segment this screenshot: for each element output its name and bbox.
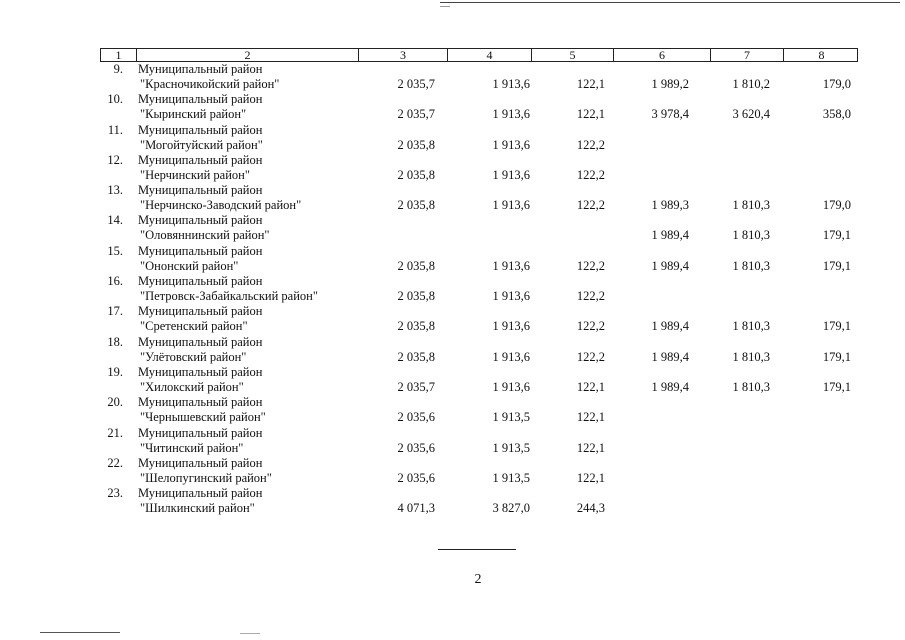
value-col-5: 244,3 — [576, 501, 605, 516]
value-col-3: 2 035,8 — [397, 167, 435, 182]
municipality-type: Муниципальный район — [138, 274, 263, 289]
value-col-3: 2 035,8 — [397, 289, 435, 304]
value-col-8: 179,0 — [822, 198, 851, 213]
municipality-title: "Шелопугинский район" — [140, 470, 272, 485]
municipality-name — [138, 395, 266, 425]
municipality-title: "Хилокский район" — [140, 379, 244, 394]
header-col-1: 1 — [115, 48, 122, 62]
row-number: 15. — [107, 243, 123, 258]
value-col-7: 1 810,3 — [732, 379, 770, 394]
value-col-3: 2 035,8 — [397, 198, 435, 213]
municipality-name — [138, 123, 263, 153]
value-col-5: 122,2 — [576, 349, 605, 364]
municipality-title: "Сретенский район" — [140, 319, 248, 334]
value-col-4: 3 827,0 — [492, 501, 530, 516]
header-col-4: 4 — [447, 49, 531, 61]
municipality-title: "Нерчинский район" — [140, 167, 250, 182]
value-col-8: 179,1 — [822, 228, 851, 243]
municipality-type: Муниципальный район — [138, 425, 263, 440]
table-row — [100, 304, 858, 334]
value-col-5: 122,1 — [576, 107, 605, 122]
row-number: 13. — [107, 183, 123, 198]
municipality-name — [138, 335, 262, 365]
value-col-4: 1 913,6 — [492, 77, 530, 91]
header-col-5: 5 — [531, 49, 613, 61]
row-number: 17. — [107, 304, 123, 319]
table-row — [100, 213, 858, 243]
value-col-4: 1 913,5 — [492, 410, 530, 425]
municipality-name — [138, 365, 262, 395]
value-col-5: 122,2 — [576, 289, 605, 304]
municipality-title: "Шилкинский район" — [140, 501, 255, 516]
header-col-3: 3 — [358, 49, 447, 61]
value-col-4: 1 913,6 — [492, 107, 530, 122]
value-col-7: 1 810,3 — [732, 319, 770, 334]
municipality-name — [138, 304, 262, 334]
municipality-title: "Читинский район" — [140, 440, 244, 455]
value-col-8: 179,1 — [822, 379, 851, 394]
municipality-name — [138, 274, 318, 304]
value-col-4: 1 913,5 — [492, 440, 530, 455]
table-row — [100, 365, 858, 395]
table-row — [100, 395, 858, 425]
row-number: 9. — [113, 62, 123, 76]
value-col-7: 1 810,3 — [732, 349, 770, 364]
value-col-6: 1 989,3 — [651, 198, 689, 213]
municipality-title: "Петровск-Забайкальский район" — [140, 289, 318, 304]
value-col-6: 1 989,2 — [651, 77, 689, 91]
value-col-4: 1 913,6 — [492, 137, 530, 152]
municipality-name — [138, 426, 262, 456]
value-col-6: 1 989,4 — [651, 349, 689, 364]
scan-artifact-line — [40, 632, 120, 633]
table-row — [100, 426, 858, 456]
table-row — [100, 456, 858, 486]
value-col-7: 1 810,3 — [732, 198, 770, 213]
value-col-7: 1 810,3 — [732, 258, 770, 273]
municipality-name — [138, 244, 262, 274]
value-col-5: 122,2 — [576, 198, 605, 213]
municipality-title: "Улётовский район" — [140, 349, 247, 364]
row-number: 19. — [107, 364, 123, 379]
row-number: 21. — [107, 425, 123, 440]
municipality-type: Муниципальный район — [138, 62, 263, 76]
municipality-name — [138, 153, 262, 183]
footer-divider — [438, 549, 516, 550]
value-col-4: 1 913,6 — [492, 289, 530, 304]
municipality-name — [138, 183, 301, 213]
value-col-5: 122,1 — [576, 470, 605, 485]
data-table — [100, 48, 858, 516]
municipality-title: "Нерчинско-Заводский район" — [140, 198, 302, 213]
value-col-3: 2 035,7 — [397, 379, 435, 394]
value-col-3: 2 035,8 — [397, 137, 435, 152]
value-col-8: 179,1 — [822, 349, 851, 364]
table-row — [100, 62, 858, 92]
table-row — [100, 274, 858, 304]
value-col-8: 179,1 — [822, 258, 851, 273]
header-col-2: 2 — [136, 49, 358, 61]
value-col-3: 2 035,7 — [397, 77, 435, 91]
municipality-title: "Ононский район" — [140, 258, 239, 273]
value-col-3: 2 035,8 — [397, 349, 435, 364]
municipality-name — [138, 213, 270, 243]
municipality-title: "Оловяннинский район" — [140, 228, 270, 243]
header-col-6: 6 — [613, 49, 710, 61]
value-col-4: 1 913,6 — [492, 319, 530, 334]
table-row — [100, 92, 858, 122]
value-col-7: 1 810,3 — [732, 228, 770, 243]
value-col-4: 1 913,6 — [492, 379, 530, 394]
value-col-7: 3 620,4 — [732, 107, 770, 122]
municipality-type: Муниципальный район — [138, 122, 263, 137]
value-col-3: 2 035,6 — [397, 410, 435, 425]
table-row — [100, 153, 858, 183]
municipality-title: "Кыринский район" — [140, 107, 247, 122]
value-col-7: 1 810,2 — [732, 77, 770, 91]
value-col-4: 1 913,6 — [492, 349, 530, 364]
value-col-8: 179,0 — [822, 77, 851, 91]
municipality-type: Муниципальный район — [138, 152, 263, 167]
table-row — [100, 486, 858, 516]
value-col-3: 2 035,8 — [397, 319, 435, 334]
municipality-type: Муниципальный район — [138, 486, 263, 501]
value-col-4: 1 913,5 — [492, 470, 530, 485]
row-number: 14. — [107, 213, 123, 228]
value-col-6: 1 989,4 — [651, 379, 689, 394]
value-col-5: 122,2 — [576, 319, 605, 334]
value-col-3: 2 035,7 — [397, 107, 435, 122]
value-col-4: 1 913,6 — [492, 258, 530, 273]
header-col-7: 7 — [710, 49, 783, 61]
value-col-6: 1 989,4 — [651, 319, 689, 334]
value-col-3: 2 035,8 — [397, 258, 435, 273]
value-col-5: 122,2 — [576, 167, 605, 182]
municipality-type: Муниципальный район — [138, 334, 263, 349]
value-col-8: 179,1 — [822, 319, 851, 334]
row-number: 22. — [107, 455, 123, 470]
row-number: 18. — [107, 334, 123, 349]
value-col-3: 4 071,3 — [397, 501, 435, 516]
municipality-type: Муниципальный район — [138, 455, 263, 470]
row-number: 11. — [107, 122, 123, 137]
municipality-name — [138, 62, 279, 92]
municipality-type: Муниципальный район — [138, 243, 263, 258]
value-col-3: 2 035,6 — [397, 470, 435, 485]
header-col-8: 8 — [783, 49, 859, 61]
municipality-type: Муниципальный район — [138, 395, 263, 410]
value-col-3: 2 035,6 — [397, 440, 435, 455]
table-row — [100, 244, 858, 274]
municipality-type: Муниципальный район — [138, 183, 263, 198]
municipality-name — [138, 486, 262, 516]
table-row — [100, 335, 858, 365]
table-row — [100, 183, 858, 213]
municipality-type: Муниципальный район — [138, 213, 263, 228]
scan-artifact-line — [440, 2, 900, 3]
municipality-title: "Могойтуйский район" — [140, 137, 263, 152]
value-col-6: 3 978,4 — [651, 107, 689, 122]
value-col-5: 122,1 — [576, 77, 605, 91]
value-col-5: 122,1 — [576, 410, 605, 425]
municipality-name — [138, 92, 262, 122]
value-col-5: 122,2 — [576, 137, 605, 152]
row-number: 10. — [107, 92, 123, 107]
value-col-5: 122,2 — [576, 258, 605, 273]
value-col-4: 1 913,6 — [492, 198, 530, 213]
table-row — [100, 123, 858, 153]
table-body — [100, 62, 858, 516]
value-col-6: 1 989,4 — [651, 228, 689, 243]
scan-artifact-mark — [240, 633, 260, 634]
value-col-4: 1 913,6 — [492, 167, 530, 182]
value-col-5: 122,1 — [576, 379, 605, 394]
page-number: 2 — [474, 572, 482, 587]
row-number: 12. — [107, 152, 123, 167]
value-col-5: 122,1 — [576, 440, 605, 455]
row-number: 23. — [107, 486, 123, 501]
municipality-type: Муниципальный район — [138, 304, 263, 319]
table-header-row — [100, 48, 858, 62]
municipality-title: "Красночикойский район" — [140, 77, 280, 91]
value-col-6: 1 989,4 — [651, 258, 689, 273]
scan-artifact-mark — [440, 6, 450, 7]
municipality-name — [138, 456, 272, 486]
municipality-title: "Чернышевский район" — [140, 410, 266, 425]
row-number: 16. — [107, 274, 123, 289]
value-col-8: 358,0 — [822, 107, 851, 122]
row-number: 20. — [107, 395, 123, 410]
municipality-type: Муниципальный район — [138, 92, 263, 107]
municipality-type: Муниципальный район — [138, 364, 263, 379]
